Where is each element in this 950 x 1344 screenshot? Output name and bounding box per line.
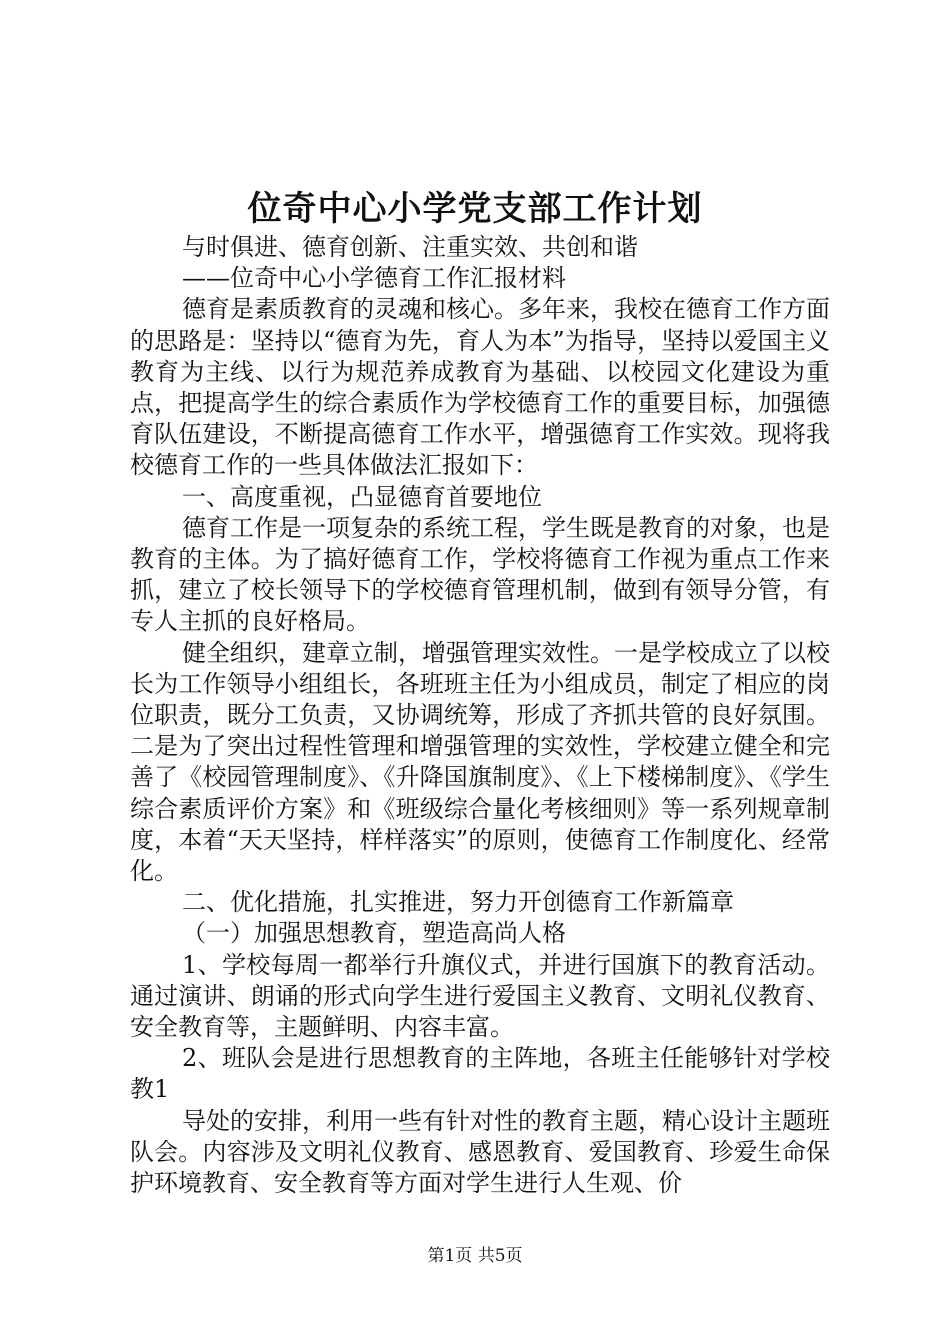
subtitle-source-line: ——位奇中心小学德育工作汇报材料 bbox=[182, 264, 566, 293]
subtitle-line: 与时俱进、德育创新、注重实效、共创和谐 bbox=[182, 233, 638, 261]
page-footer: 第1页 共5页 bbox=[427, 1246, 523, 1266]
body-paragraph: 德育是素质教育的灵魂和核心。多年来，我校在德育工作方面的思路是：坚持以“德育为先，育人为本”为指导，坚持以爱国主义教育为主线、以行为规范养成教育为基础、以校园文化建设为重点，把提高学生的综合素质作为学校德育工作的重要目标，加强德育队伍建设，不断提高德育工作水平，增强德育工作实效。现将我校德育工作的一些具体做法汇报如下： bbox=[130, 295, 830, 480]
body-paragraph: 1、学校每周一都举行升旗仪式，并进行国旗下的教育活动。通过演讲、朗诵的形式向学生进行爱国主义教育、文明礼仪教育、安全教育等，主题鲜明、内容丰富。 bbox=[130, 950, 830, 1042]
document-title: 位奇中心小学党支部工作计划 bbox=[247, 189, 703, 229]
subsection-heading: （一）加强思想教育，塑造高尚人格 bbox=[182, 919, 566, 948]
document-body bbox=[130, 232, 830, 1199]
body-paragraph: 2、班队会是进行思想教育的主阵地，各班主任能够针对学校教1 bbox=[130, 1044, 830, 1104]
section-heading: 一、高度重视，凸显德育首要地位 bbox=[182, 482, 542, 511]
body-paragraph: 德育工作是一项复杂的系统工程，学生既是教育的对象，也是教育的主体。为了搞好德育工作，学校将德育工作视为重点工作来抓，建立了校长领导下的学校德育管理机制，做到有领导分管，有专人主抓的良好格局。 bbox=[130, 513, 830, 636]
body-paragraph: 健全组织，建章立制，增强管理实效性。一是学校成立了以校长为工作领导小组组长，各班班主任为小组成员，制定了相应的岗位职责，既分工负责，又协调统筹，形成了齐抓共管的良好氛围。二是为了突出过程性管理和增强管理的实效性，学校建立健全和完善了《校园管理制度》、《升降国旗制度》、《上下楼梯制度》、《学生综合素质评价方案》和《班级综合量化考核细则》等一系列规章制度，本着“天天坚持，样样落实”的原则，使德育工作制度化、经常化。 bbox=[130, 638, 830, 886]
body-paragraph: 导处的安排，利用一些有针对性的教育主题，精心设计主题班队会。内容涉及文明礼仪教育、感恩教育、爱国教育、珍爱生命保护环境教育、安全教育等方面对学生进行人生观、价 bbox=[130, 1106, 830, 1198]
section-heading: 二、优化措施，扎实推进，努力开创德育工作新篇章 bbox=[182, 888, 734, 917]
